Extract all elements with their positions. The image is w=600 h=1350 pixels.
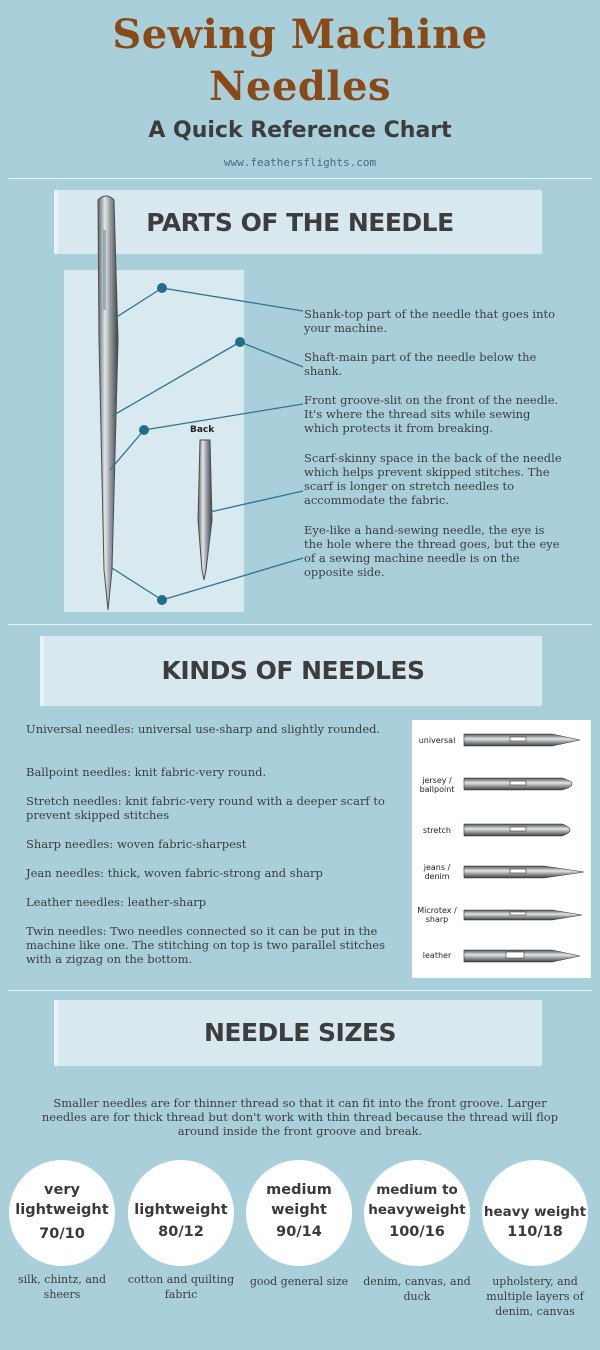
- kinds-heading: KINDS OF NEEDLES: [161, 656, 425, 685]
- part-description-scarf: Scarf-skinny space in the back of the needle which helps prevent skipped stitches. The scarf is longer on stretch needles to accommodate the fabric.: [304, 451, 562, 507]
- size-use: good general size: [249, 1275, 349, 1288]
- part-description-shank: Shank-top part of the needle that goes into your machine.: [304, 307, 556, 335]
- size-circle: [9, 1160, 115, 1266]
- size-number: 110/18: [507, 1224, 563, 1240]
- size-number: 70/10: [39, 1226, 85, 1242]
- needle-front-image: [98, 196, 118, 610]
- kind-ballpoint: Ballpoint needles: knit fabric-very round.: [26, 765, 267, 779]
- size-name: medium weight: [266, 1182, 332, 1218]
- kinds-banner: [40, 636, 542, 706]
- size-circle: [246, 1160, 352, 1266]
- needle-back-image: [198, 440, 212, 580]
- needle-type-label: universal: [418, 736, 456, 745]
- page-title-line-2: Needles: [208, 63, 392, 110]
- part-description-eye: Eye-like a hand-sewing needle, the eye is the hole where the thread goes, but the eye of a sewing machine needle is on the opposite side.: [304, 523, 560, 579]
- divider: [8, 624, 592, 625]
- connector-dots: [139, 283, 245, 605]
- needle-type-label: stretch: [423, 826, 451, 835]
- page-title-line-1: Sewing Machine: [112, 11, 488, 58]
- size-name: lightweight: [134, 1202, 228, 1218]
- size-name: heavy weight: [483, 1204, 587, 1220]
- page-subtitle: A Quick Reference Chart: [148, 118, 452, 143]
- size-name: medium to heavyweight: [368, 1182, 466, 1218]
- divider: [8, 990, 592, 991]
- website-link[interactable]: www.feathersflights.com: [223, 156, 377, 169]
- sizes-intro: Smaller needles are for thinner thread so that it can fit into the front groove. Larger needles are for thick thread but don't work with thin thread because the thread will flop around inside the front groove and break.: [41, 1096, 559, 1138]
- size-circle: [128, 1160, 234, 1266]
- size-number: 90/14: [276, 1224, 322, 1240]
- needle-types-image: [412, 720, 591, 978]
- needle-types-drawing: [412, 720, 591, 978]
- kind-sharp: Sharp needles: woven fabric-sharpest: [26, 837, 247, 851]
- sizes-banner: [54, 1000, 542, 1066]
- kind-stretch: Stretch needles: knit fabric-very round with a deeper scarf to prevent skipped stitches: [26, 794, 385, 822]
- kind-jean: Jean needles: thick, woven fabric-strong and sharp: [26, 866, 323, 880]
- part-description-shaft: Shaft-main part of the needle below the shank.: [304, 350, 537, 378]
- parts-heading: PARTS OF THE NEEDLE: [146, 208, 454, 237]
- part-description-front-groove: Front groove-slit on the front of the needle. It's where the thread sits while sewing which protects it from breaking.: [304, 393, 559, 435]
- size-number: 80/12: [158, 1224, 204, 1240]
- needle-type-label: leather: [422, 951, 452, 960]
- size-use: silk, chintz, and sheers: [17, 1273, 107, 1301]
- divider: [8, 178, 592, 179]
- needle-type-label: jersey / ballpoint: [419, 776, 455, 794]
- size-use: cotton and quilting fabric: [127, 1273, 235, 1301]
- size-circle: [364, 1160, 470, 1266]
- kind-universal: Universal needles: universal use-sharp and slightly rounded.: [26, 722, 381, 736]
- back-label: Back: [190, 425, 215, 435]
- needle-type-label: Microtex / sharp: [417, 906, 457, 924]
- size-use: upholstery, and multiple layers of denim, canvas: [486, 1275, 584, 1318]
- sizes-heading: NEEDLE SIZES: [203, 1018, 397, 1047]
- kind-twin: Twin needles: Two needles connected so it can be put in the machine like one. The stitching on top is two parallel stitches with a zigzag on the bottom.: [26, 924, 385, 966]
- needle-type-label: jeans / denim: [423, 863, 451, 881]
- kind-leather: Leather needles: leather-sharp: [26, 895, 207, 909]
- size-circle: [482, 1160, 588, 1266]
- size-number: 100/16: [389, 1224, 445, 1240]
- size-use: denim, canvas, and duck: [363, 1275, 471, 1303]
- size-name: very lightweight: [15, 1182, 109, 1218]
